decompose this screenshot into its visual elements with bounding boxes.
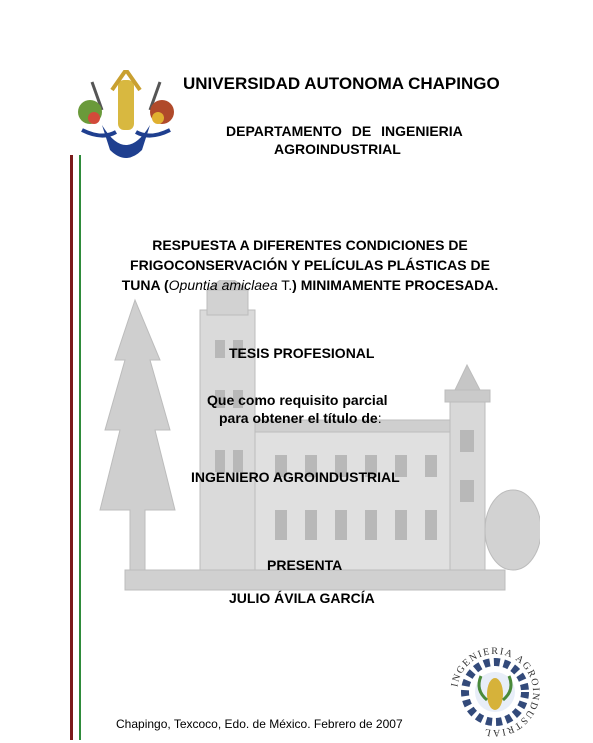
presents-label: PRESENTA [267, 557, 343, 573]
department-line-1: DEPARTAMENTO DE INGENIERIA [226, 123, 463, 139]
species-name: Opuntia amiclaea [168, 277, 278, 293]
department-line-2: AGROINDUSTRIAL [274, 141, 401, 157]
title-line-2: FRIGOCONSERVACIÓN Y PELÍCULAS PLÁSTICAS DE [130, 257, 490, 273]
university-emblem-icon [72, 70, 180, 166]
species-author: T. [277, 277, 293, 293]
agroindustrial-seal-icon [445, 642, 545, 742]
requirement-line-2-text: para obtener el título de [219, 410, 378, 426]
requirement-colon: : [377, 410, 382, 426]
requirement-line-1: Que como requisito parcial [207, 392, 388, 408]
footer-place-date: Chapingo, Texcoco, Edo. de México. Febrero de 2007 [116, 717, 403, 731]
requirement-line-2 [219, 410, 382, 426]
degree-name: INGENIERO AGROINDUSTRIAL [191, 469, 400, 485]
title-line-3 [80, 275, 540, 295]
title-line-3-post: ) MINIMAMENTE PROCESADA. [292, 277, 499, 293]
title-line-3-pre: TUNA ( [121, 277, 169, 293]
thesis-type: TESIS PROFESIONAL [229, 345, 375, 361]
title-line-1: RESPUESTA A DIFERENTES CONDICIONES DE [152, 237, 468, 253]
university-name: UNIVERSIDAD AUTONOMA CHAPINGO [183, 74, 500, 93]
author-name: JULIO ÁVILA GARCÍA [229, 590, 375, 606]
thesis-title [80, 235, 540, 295]
red-vertical-rule [70, 155, 73, 740]
seal-ring-text: INGENIERIA AGROINDUSTRIAL [449, 645, 542, 739]
